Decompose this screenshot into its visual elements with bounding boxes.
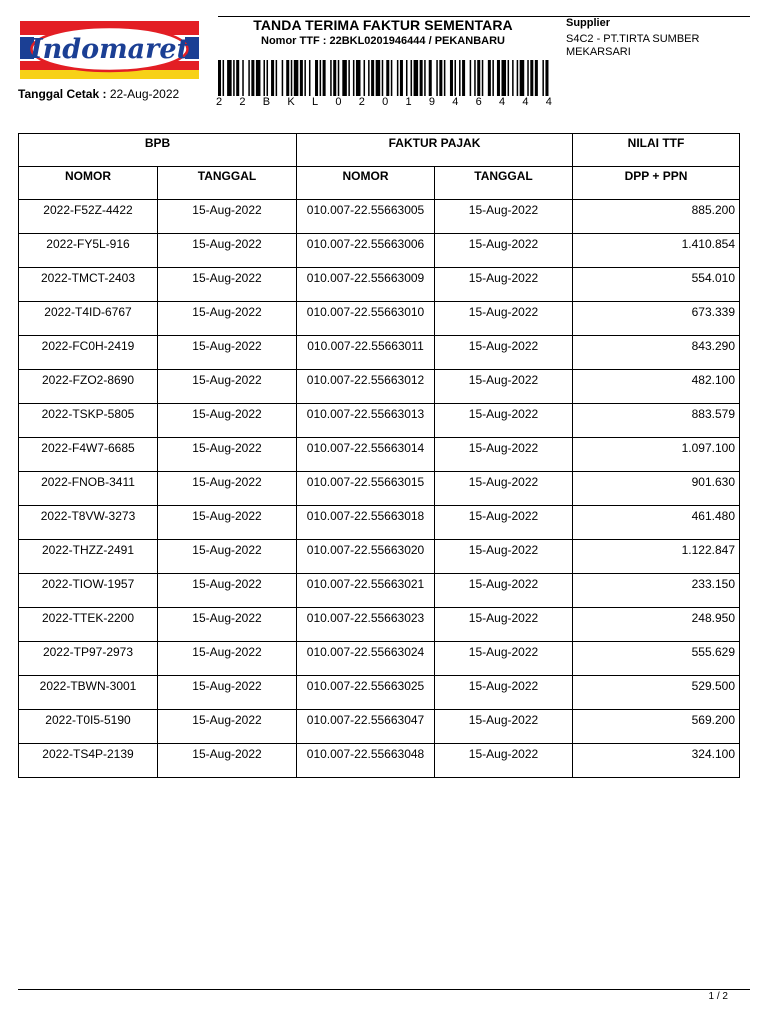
tax-invoice-date: 15-Aug-2022: [435, 370, 573, 404]
table-row: [19, 404, 740, 438]
barcode-digit: 4: [452, 96, 459, 108]
header-bpb-tanggal: TANGGAL: [158, 167, 297, 200]
bpb-date: 15-Aug-2022: [158, 234, 297, 268]
barcode-bar: [535, 60, 538, 96]
bpb-number: 2022-TP97-2973: [19, 642, 158, 676]
bpb-date: 15-Aug-2022: [158, 370, 297, 404]
barcode-bar: [333, 60, 336, 96]
bpb-number: 2022-TMCT-2403: [19, 268, 158, 302]
barcode-digit: K: [287, 96, 295, 108]
bpb-date: 15-Aug-2022: [158, 404, 297, 438]
dpp-ppn-value: 482.100: [573, 370, 740, 404]
table-row: [19, 506, 740, 540]
barcode-bar: [236, 60, 239, 96]
barcode-digit: 0: [382, 96, 389, 108]
table-row: [19, 200, 740, 234]
barcode-bar: [286, 60, 289, 96]
barcode-bar: [368, 60, 370, 96]
ttf-location: PEKANBARU: [434, 35, 505, 47]
dpp-ppn-value: 1.097.100: [573, 438, 740, 472]
tax-invoice-number: 010.007-22.55663005: [297, 200, 435, 234]
barcode-bar: [391, 60, 393, 96]
dpp-ppn-value: 843.290: [573, 336, 740, 370]
barcode-digit: 2: [216, 96, 223, 108]
dpp-ppn-value: 529.500: [573, 676, 740, 710]
barcode-bar: [342, 60, 347, 96]
table-row: [19, 370, 740, 404]
dpp-ppn-value: 248.950: [573, 608, 740, 642]
ttf-number-label: Nomor TTF :: [261, 35, 327, 47]
barcode-bar: [276, 60, 278, 96]
tax-invoice-number: 010.007-22.55663021: [297, 574, 435, 608]
tax-invoice-date: 15-Aug-2022: [435, 608, 573, 642]
header-faktur-nomor: NOMOR: [297, 167, 435, 200]
footer-rule: [18, 989, 750, 990]
tax-invoice-number: 010.007-22.55663011: [297, 336, 435, 370]
barcode-bar: [315, 60, 318, 96]
dpp-ppn-value: 673.339: [573, 302, 740, 336]
barcode-bar: [527, 60, 529, 96]
tax-invoice-date: 15-Aug-2022: [435, 472, 573, 506]
barcode-bar: [429, 60, 432, 96]
bpb-date: 15-Aug-2022: [158, 744, 297, 778]
table-row: [19, 608, 740, 642]
tax-invoice-number: 010.007-22.55663013: [297, 404, 435, 438]
barcode-digits: [216, 96, 552, 108]
barcode-bar: [470, 60, 472, 96]
bpb-number: 2022-FC0H-2419: [19, 336, 158, 370]
barcode-bar: [488, 60, 491, 96]
barcode-bar: [462, 60, 465, 96]
supplier-name: S4C2 - PT.TIRTA SUMBER MEKARSARI: [566, 33, 700, 58]
header-dpp-ppn: DPP + PPN: [573, 167, 740, 200]
table-row: [19, 642, 740, 676]
barcode-digit: 4: [498, 96, 506, 108]
dpp-ppn-value: 1.410.854: [573, 234, 740, 268]
bpb-number: 2022-TS4P-2139: [19, 744, 158, 778]
bpb-date: 15-Aug-2022: [158, 302, 297, 336]
barcode-bar: [530, 60, 533, 96]
barcode-bar: [459, 60, 461, 96]
bpb-date: 15-Aug-2022: [158, 472, 297, 506]
table-group-header-row: [19, 134, 740, 167]
bpb-number: 2022-F4W7-6685: [19, 438, 158, 472]
barcode-bar: [542, 60, 544, 96]
indomaret-logo-graphic: [20, 21, 199, 79]
barcode-bar: [492, 60, 494, 96]
barcode-bar: [482, 60, 484, 96]
dpp-ppn-value: 883.579: [573, 404, 740, 438]
tax-invoice-number: 010.007-22.55663012: [297, 370, 435, 404]
bpb-number: 2022-TSKP-5805: [19, 404, 158, 438]
barcode-bar: [420, 60, 423, 96]
barcode-bar: [256, 60, 261, 96]
barcode-bar: [386, 60, 389, 96]
barcode-bar: [338, 60, 340, 96]
ttf-number-separator: /: [428, 35, 432, 47]
bpb-date: 15-Aug-2022: [158, 574, 297, 608]
tax-invoice-date: 15-Aug-2022: [435, 506, 573, 540]
table-row: [19, 676, 740, 710]
tax-invoice-number: 010.007-22.55663014: [297, 438, 435, 472]
barcode-graphic: [218, 60, 550, 96]
dpp-ppn-value: 461.480: [573, 506, 740, 540]
print-date: [18, 87, 179, 101]
barcode-digit: 4: [522, 96, 529, 108]
tax-invoice-date: 15-Aug-2022: [435, 710, 573, 744]
tax-invoice-number: 010.007-22.55663025: [297, 676, 435, 710]
tax-invoice-date: 15-Aug-2022: [435, 744, 573, 778]
tax-invoice-number: 010.007-22.55663023: [297, 608, 435, 642]
dpp-ppn-value: 885.200: [573, 200, 740, 234]
barcode-digit: 6: [475, 96, 482, 108]
barcode-bar: [348, 60, 350, 96]
barcode-bar: [263, 60, 265, 96]
header-faktur-pajak: FAKTUR PAJAK: [297, 134, 573, 167]
barcode-bar: [406, 60, 408, 96]
barcode-bar: [223, 60, 225, 96]
bpb-number: 2022-FY5L-916: [19, 234, 158, 268]
barcode-digit: 2: [239, 96, 246, 108]
barcode-bar: [371, 60, 374, 96]
barcode-bar: [517, 60, 519, 96]
barcode-bar: [436, 60, 438, 96]
page-number: 1 / 2: [708, 991, 728, 1002]
header-bpb: BPB: [19, 134, 297, 167]
table-row: [19, 268, 740, 302]
barcode-bar: [282, 60, 284, 96]
barcode-digit: 2: [358, 96, 365, 108]
barcode-bar: [382, 60, 384, 96]
barcode-bar: [291, 60, 293, 96]
bpb-date: 15-Aug-2022: [158, 540, 297, 574]
logo-wordmark: Indomaret: [29, 34, 190, 65]
table-row: [19, 744, 740, 778]
barcode-bar: [454, 60, 456, 96]
barcode-bar: [227, 60, 232, 96]
barcode-digit: 1: [405, 96, 412, 108]
bpb-date: 15-Aug-2022: [158, 642, 297, 676]
barcode-bar: [309, 60, 311, 96]
bpb-date: 15-Aug-2022: [158, 506, 297, 540]
tax-invoice-date: 15-Aug-2022: [435, 234, 573, 268]
table-row: [19, 234, 740, 268]
bpb-number: 2022-FNOB-3411: [19, 472, 158, 506]
barcode-bar: [242, 60, 244, 96]
dpp-ppn-value: 1.122.847: [573, 540, 740, 574]
bpb-number: 2022-TTEK-2200: [19, 608, 158, 642]
tax-invoice-number: 010.007-22.55663018: [297, 506, 435, 540]
barcode-bar: [477, 60, 480, 96]
tax-invoice-number: 010.007-22.55663047: [297, 710, 435, 744]
print-date-label: Tanggal Cetak :: [18, 87, 107, 101]
tax-invoice-number: 010.007-22.55663010: [297, 302, 435, 336]
barcode-bar: [450, 60, 453, 96]
bpb-date: 15-Aug-2022: [158, 268, 297, 302]
barcode-bar: [497, 60, 500, 96]
barcode-bar: [218, 60, 221, 96]
tax-invoice-number: 010.007-22.55663024: [297, 642, 435, 676]
tax-invoice-number: 010.007-22.55663048: [297, 744, 435, 778]
document-title: TANDA TERIMA FAKTUR SEMENTARA: [253, 17, 513, 33]
dpp-ppn-value: 569.200: [573, 710, 740, 744]
print-date-value: 22-Aug-2022: [109, 87, 180, 101]
tax-invoice-date: 15-Aug-2022: [435, 404, 573, 438]
tax-invoice-number: 010.007-22.55663009: [297, 268, 435, 302]
tax-invoice-date: 15-Aug-2022: [435, 302, 573, 336]
table-row: [19, 574, 740, 608]
barcode-bar: [508, 60, 510, 96]
barcode-bar: [320, 60, 322, 96]
dpp-ppn-value: 901.630: [573, 472, 740, 506]
bpb-date: 15-Aug-2022: [158, 200, 297, 234]
tax-invoice-number: 010.007-22.55663015: [297, 472, 435, 506]
barcode-bar: [512, 60, 514, 96]
dpp-ppn-value: 233.150: [573, 574, 740, 608]
barcode-bar: [251, 60, 254, 96]
bpb-date: 15-Aug-2022: [158, 438, 297, 472]
barcode: [218, 60, 550, 96]
tax-invoice-date: 15-Aug-2022: [435, 336, 573, 370]
bpb-date: 15-Aug-2022: [158, 676, 297, 710]
barcode-bar: [248, 60, 250, 96]
bpb-date: 15-Aug-2022: [158, 608, 297, 642]
table-row: [19, 438, 740, 472]
barcode-bar: [323, 60, 326, 96]
tax-invoice-date: 15-Aug-2022: [435, 540, 573, 574]
barcode-bar: [474, 60, 476, 96]
bpb-number: 2022-F52Z-4422: [19, 200, 158, 234]
barcode-bar: [439, 60, 442, 96]
bpb-number: 2022-TBWN-3001: [19, 676, 158, 710]
barcode-digit: 9: [428, 96, 435, 108]
indomaret-logo: [20, 21, 199, 79]
table-row: [19, 540, 740, 574]
barcode-bar: [364, 60, 366, 96]
barcode-bar: [233, 60, 235, 96]
barcode-bar: [520, 60, 525, 96]
dpp-ppn-value: 555.629: [573, 642, 740, 676]
bpb-number: 2022-T0I5-5190: [19, 710, 158, 744]
tax-invoice-date: 15-Aug-2022: [435, 574, 573, 608]
barcode-bar: [411, 60, 413, 96]
header-faktur-tanggal: TANGGAL: [435, 167, 573, 200]
dpp-ppn-value: 554.010: [573, 268, 740, 302]
header-bpb-nomor: NOMOR: [19, 167, 158, 200]
barcode-bar: [400, 60, 403, 96]
header-nilai-ttf: NILAI TTF: [573, 134, 740, 167]
invoice-receipt-table: [18, 133, 740, 778]
bpb-number: 2022-T8VW-3273: [19, 506, 158, 540]
bpb-number: 2022-T4ID-6767: [19, 302, 158, 336]
table-row: [19, 710, 740, 744]
barcode-digit: B: [262, 96, 271, 108]
ttf-number-line: [218, 35, 548, 47]
tax-invoice-date: 15-Aug-2022: [435, 676, 573, 710]
barcode-bar: [501, 60, 506, 96]
barcode-bar: [424, 60, 426, 96]
table-row: [19, 472, 740, 506]
barcode-bar: [300, 60, 303, 96]
barcode-digit: 4: [545, 96, 552, 108]
barcode-bar: [545, 60, 548, 96]
barcode-bar: [267, 60, 269, 96]
barcode-bar: [376, 60, 381, 96]
tax-invoice-date: 15-Aug-2022: [435, 642, 573, 676]
barcode-bar: [271, 60, 274, 96]
barcode-digit: 0: [335, 96, 342, 108]
table-sub-header-row: [19, 167, 740, 200]
barcode-bar: [397, 60, 399, 96]
barcode-bar: [304, 60, 306, 96]
dpp-ppn-value: 324.100: [573, 744, 740, 778]
barcode-bar: [330, 60, 332, 96]
bpb-date: 15-Aug-2022: [158, 710, 297, 744]
barcode-bar: [356, 60, 361, 96]
barcode-bar: [444, 60, 446, 96]
barcode-bar: [353, 60, 355, 96]
bpb-number: 2022-TIOW-1957: [19, 574, 158, 608]
bpb-number: 2022-FZO2-8690: [19, 370, 158, 404]
tax-invoice-date: 15-Aug-2022: [435, 200, 573, 234]
ttf-number-value: 22BKL0201946444: [329, 35, 426, 47]
tax-invoice-number: 010.007-22.55663006: [297, 234, 435, 268]
tax-invoice-date: 15-Aug-2022: [435, 268, 573, 302]
bpb-number: 2022-THZZ-2491: [19, 540, 158, 574]
barcode-bar: [294, 60, 299, 96]
bpb-date: 15-Aug-2022: [158, 336, 297, 370]
supplier-label: Supplier: [566, 17, 611, 29]
barcode-digit: L: [311, 96, 319, 108]
barcode-bar: [414, 60, 419, 96]
table-row: [19, 302, 740, 336]
tax-invoice-number: 010.007-22.55663020: [297, 540, 435, 574]
tax-invoice-date: 15-Aug-2022: [435, 438, 573, 472]
table-row: [19, 336, 740, 370]
